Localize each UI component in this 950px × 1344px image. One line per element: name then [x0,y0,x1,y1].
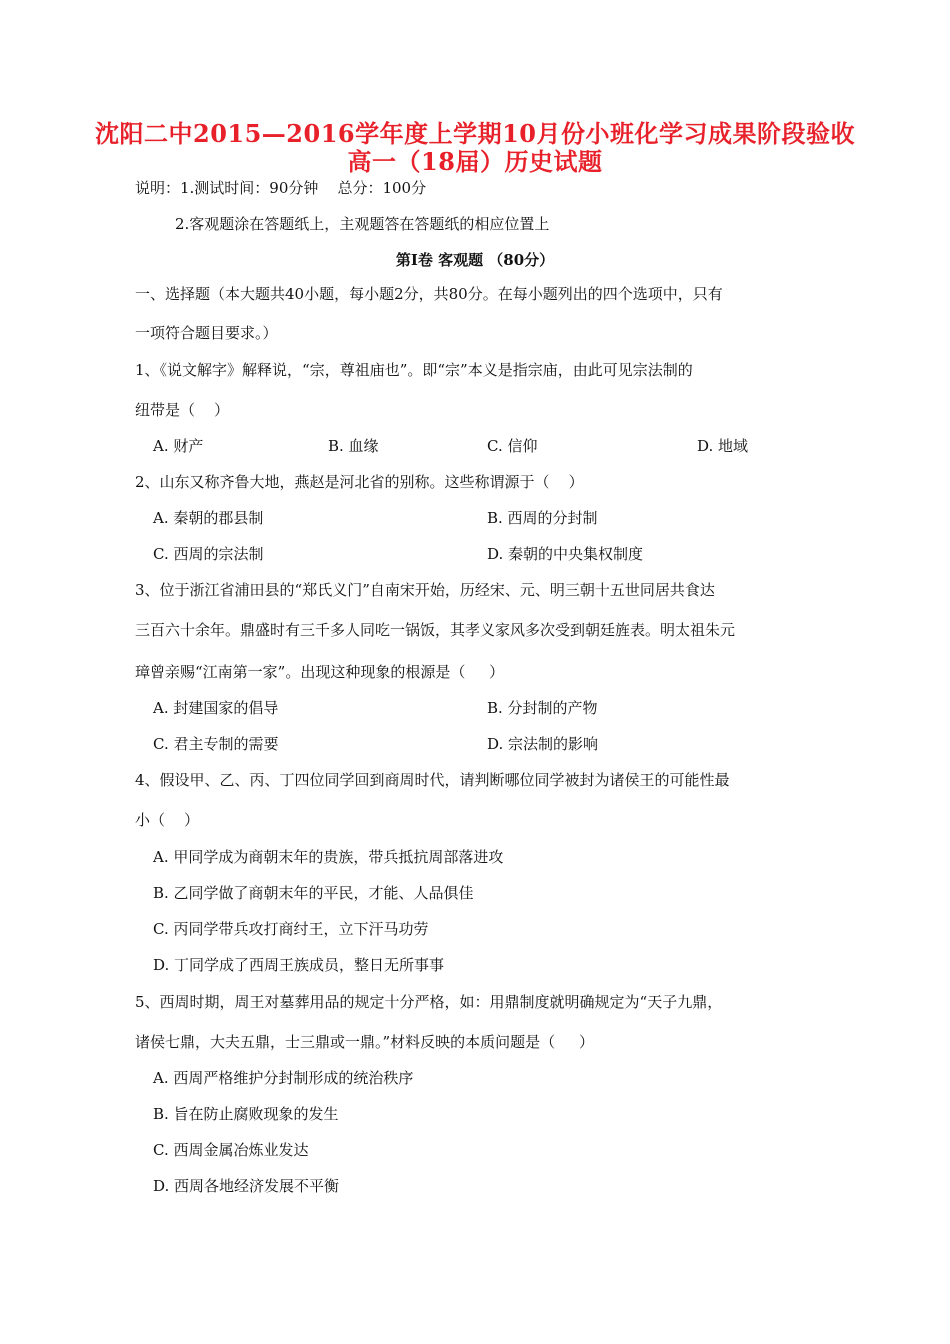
question-5-stem-line1: 5、西周时期，周王对墓葬用品的规定十分严格，如：用鼎制度就明确规定为“天子九鼎， [135,993,723,1011]
question-4-option-c: C. 丙同学带兵攻打商纣王，立下汗马功劳 [153,920,429,938]
question-3-stem-line1: 3、位于浙江省浦田县的“郑氏义门”自南宋开始，历经宋、元、明三朝十五世同居共食达 [135,581,715,599]
question-1-option-d: D. 地域 [697,437,749,455]
question-4-option-d: D. 丁同学成了西周王族成员，整日无所事事 [153,956,445,974]
instructions-line1: 一、选择题（本大题共40小题，每小题2分，共80分。在每小题列出的四个选项中，只有 [135,285,723,303]
instructions-line2: 一项符合题目要求。） [135,324,278,342]
question-1-option-b: B. 血缘 [328,437,379,455]
question-1-option-c: C. 信仰 [487,437,538,455]
question-1-stem-line2: 纽带是（ ） [135,401,230,419]
question-5-option-a: A. 西周严格维护分封制形成的统治秩序 [153,1069,414,1087]
question-3-option-a: A. 封建国家的倡导 [153,699,279,717]
question-4-stem-line2: 小（ ） [135,811,200,829]
question-5-option-c: C. 西周金属冶炼业发达 [153,1141,309,1159]
exam-title-line2: 高一（18届）历史试题 [347,147,603,176]
question-1-option-a: A. 财产 [153,437,204,455]
question-3-stem-line3: 璋曾亲赐“江南第一家”。出现这种现象的根源是（ ） [135,663,505,681]
question-5-option-b: B. 旨在防止腐败现象的发生 [153,1105,339,1123]
exam-title-line1: 沈阳二中2015—2016学年度上学期10月份小班化学习成果阶段验收 [95,119,855,148]
question-3-option-b: B. 分封制的产物 [487,699,598,717]
section-title: 第Ⅰ卷 客观题 （80分） [395,251,555,269]
question-2-stem-line1: 2、山东又称齐鲁大地，燕赵是河北省的别称。这些称谓源于（ ） [135,473,584,491]
question-1-stem-line1: 1、《说文解字》解释说，“宗，尊祖庙也”。即“宗”本义是指宗庙，由此可见宗法制的 [135,361,693,379]
question-4-option-a: A. 甲同学成为商朝末年的贵族，带兵抵抗周部落进攻 [153,848,504,866]
question-2-option-b: B. 西周的分封制 [487,509,598,527]
question-3-option-c: C. 君主专制的需要 [153,735,279,753]
question-4-option-b: B. 乙同学做了商朝末年的平民，才能、人品俱佳 [153,884,474,902]
question-5-stem-line2: 诸侯七鼎，大夫五鼎，士三鼎或一鼎。”材料反映的本质问题是（ ） [135,1033,595,1051]
notes-line2: 2.客观题涂在答题纸上，主观题答在答题纸的相应位置上 [175,215,550,233]
question-5-option-d: D. 西周各地经济发展不平衡 [153,1177,340,1195]
question-2-option-c: C. 西周的宗法制 [153,545,264,563]
question-2-option-d: D. 秦朝的中央集权制度 [487,545,644,563]
question-2-option-a: A. 秦朝的郡县制 [153,509,264,527]
question-3-option-d: D. 宗法制的影响 [487,735,599,753]
notes-line1: 说明：1.测试时间：90分钟 总分：100分 [135,179,427,197]
question-4-stem-line1: 4、假设甲、乙、丙、丁四位同学回到商周时代，请判断哪位同学被封为诸侯王的可能性最 [135,771,730,789]
question-3-stem-line2: 三百六十余年。鼎盛时有三千多人同吃一锅饭，其孝义家风多次受到朝廷旌表。明太祖朱元 [135,621,736,639]
